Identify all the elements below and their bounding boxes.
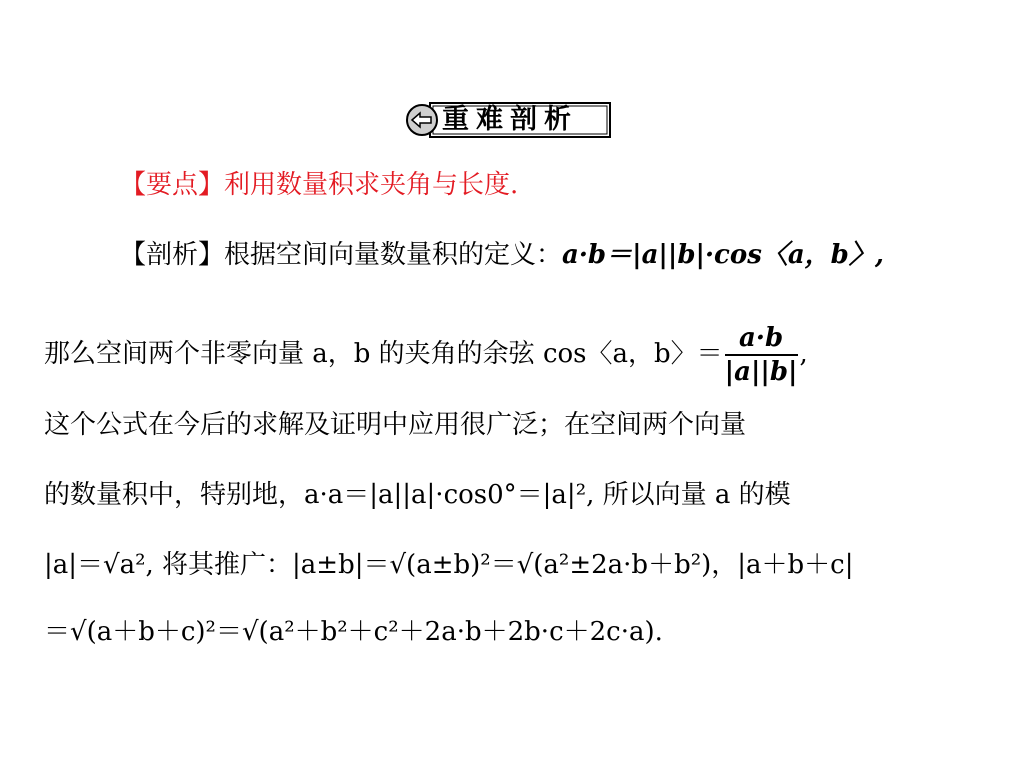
analysis-line1-formula: a·b＝|a||b|·cos〈a，b〉, xyxy=(562,240,884,270)
banner-title: 重难剖析 xyxy=(442,104,578,135)
keypoint-line xyxy=(120,168,988,202)
analysis-line-1 xyxy=(120,238,988,272)
analysis-line-4: 的数量积中，特别地，a·a＝|a||a|·cos0°＝|a|², 所以向量 a 的模 xyxy=(44,480,791,510)
analysis-line1-text: 根据空间向量数量积的定义： xyxy=(224,240,563,270)
analysis-line-6: ＝√(a＋b＋c)²＝√(a²＋b²＋c²＋2a·b＋2b·c＋2c·a). xyxy=(44,617,663,647)
keypoint-text: 利用数量积求夹角与长度. xyxy=(224,170,519,200)
analysis-line-2: 那么空间两个非零向量 a，b 的夹角的余弦 cos〈a，b〉＝ $\frac{a\cdot b}{|a||b|}$ , xyxy=(44,323,808,387)
keypoint-label: 【要点】 xyxy=(120,170,225,200)
fraction-denominator: |a||b| xyxy=(724,357,798,387)
cosine-fraction xyxy=(725,325,798,385)
fraction-numerator: a·b xyxy=(725,325,798,356)
analysis-line-3: 这个公式在今后的求解及证明中应用很广泛；在空间两个向量 xyxy=(44,410,747,440)
section-banner xyxy=(404,100,614,140)
analysis-line-5: |a|＝√a², 将其推广：|a±b|＝√(a±b)²＝√(a²±2a·b＋b²)，|a＋b＋c| xyxy=(44,550,854,580)
analysis-line2-text: 那么空间两个非零向量 a，b 的夹角的余弦 cos〈a，b〉＝ xyxy=(44,339,723,369)
analysis-label: 【剖析】 xyxy=(120,240,225,270)
